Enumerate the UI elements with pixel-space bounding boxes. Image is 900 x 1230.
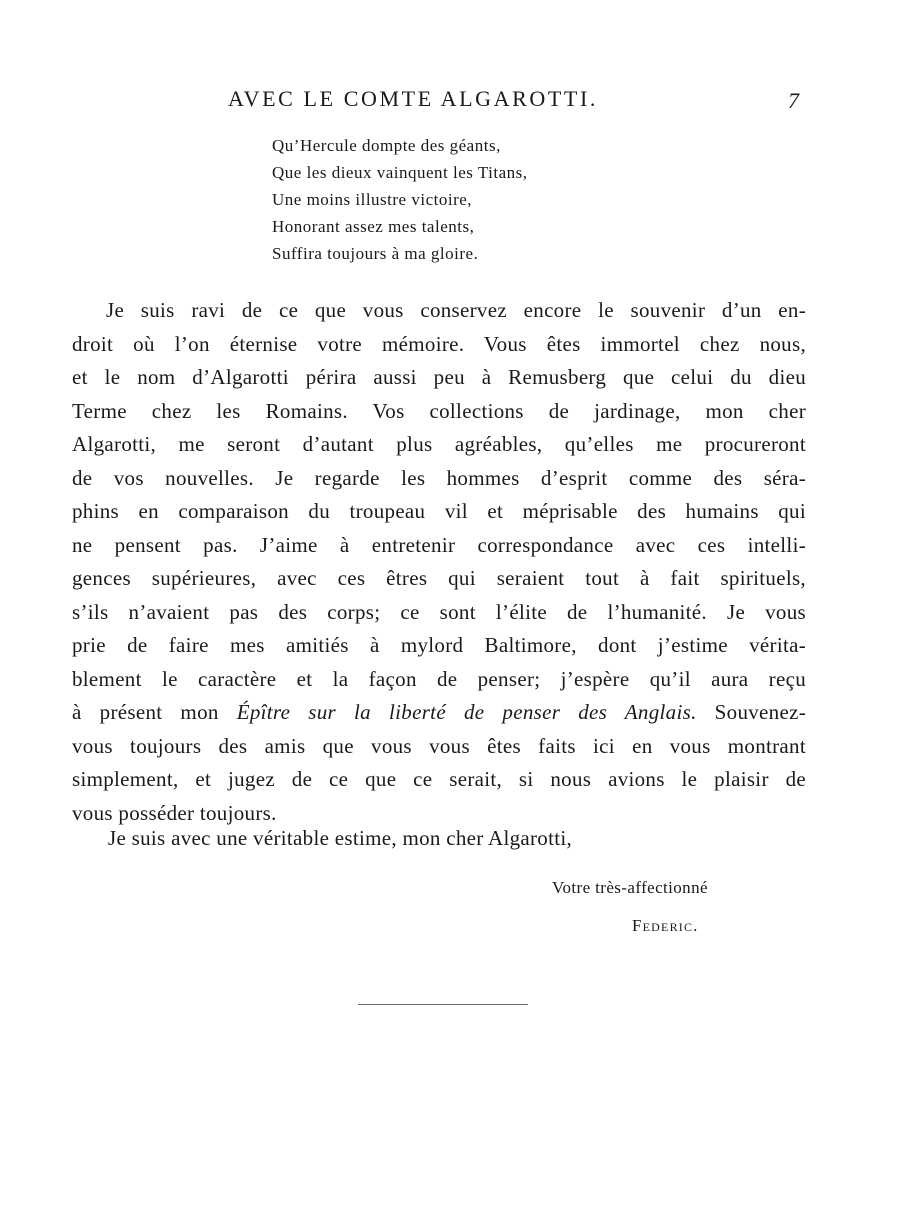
body-line: simplement, et jugez de ce que ce serait, si nous avions le plaisir de <box>72 767 806 791</box>
verse-line: Qu’Hercule dompte des géants, <box>272 136 501 155</box>
body-line: Algarotti, me seront d’autant plus agréables, qu’elles me procureront <box>72 432 806 456</box>
signoff: Votre très-affectionné <box>552 878 708 897</box>
running-title: AVEC LE COMTE ALGAROTTI. <box>228 86 598 111</box>
body-line: Je suis ravi de ce que vous conservez encore le souvenir d’un en- <box>106 298 806 322</box>
page-number: 7 <box>788 88 799 113</box>
line-text-after: Souvenez- <box>696 700 807 724</box>
letter-body <box>72 294 806 830</box>
body-line: blement le caractère et la façon de penser; j’espère qu’il aura reçu <box>72 666 806 691</box>
body-line: prie de faire mes amitiés à mylord Baltimore, dont j’estime vérita- <box>72 633 806 657</box>
body-line: et le nom d’Algarotti périra aussi peu à Remusberg que celui du dieu <box>72 365 806 389</box>
end-rule <box>358 1004 528 1005</box>
verse-line: Une moins illustre victoire, <box>272 190 473 209</box>
body-line: phins en comparaison du troupeau vil et méprisable des humains qui <box>72 499 806 523</box>
body-line: de vos nouvelles. Je regarde les hommes d’esprit comme des séra- <box>72 465 806 490</box>
signature: Federic. <box>632 916 699 935</box>
verse-line: Que les dieux vainquent les Titans, <box>272 163 528 182</box>
running-head <box>0 86 900 116</box>
line-text-before: à présent mon <box>72 700 237 724</box>
closing-line: Je suis avec une véritable estime, mon cher Algarotti, <box>108 826 573 850</box>
body-line: Terme chez les Romains. Vos collections de jardinage, mon cher <box>72 398 806 423</box>
body-line: vous toujours des amis que vous vous êtes faits ici en vous montrant <box>72 733 806 758</box>
verse-line: Suffira toujours à ma gloire. <box>272 244 479 263</box>
work-title: Épître sur la liberté de penser des Anglais. <box>236 700 697 724</box>
body-line: s’ils n’avaient pas des corps; ce sont l’élite de l’humanité. Je vous <box>72 599 806 624</box>
verse-line: Honorant assez mes talents, <box>272 217 475 236</box>
verse-stanza <box>272 132 527 267</box>
body-line: droit où l’on éternise votre mémoire. Vous êtes immortel chez nous, <box>72 331 806 356</box>
body-line: ne pensent pas. J’aime à entretenir correspondance avec ces intelli- <box>72 532 806 557</box>
body-line: vous posséder toujours. <box>72 800 277 825</box>
body-line: gences supérieures, avec ces êtres qui seraient tout à fait spirituels, <box>72 566 806 590</box>
body-line-with-title <box>72 696 806 730</box>
